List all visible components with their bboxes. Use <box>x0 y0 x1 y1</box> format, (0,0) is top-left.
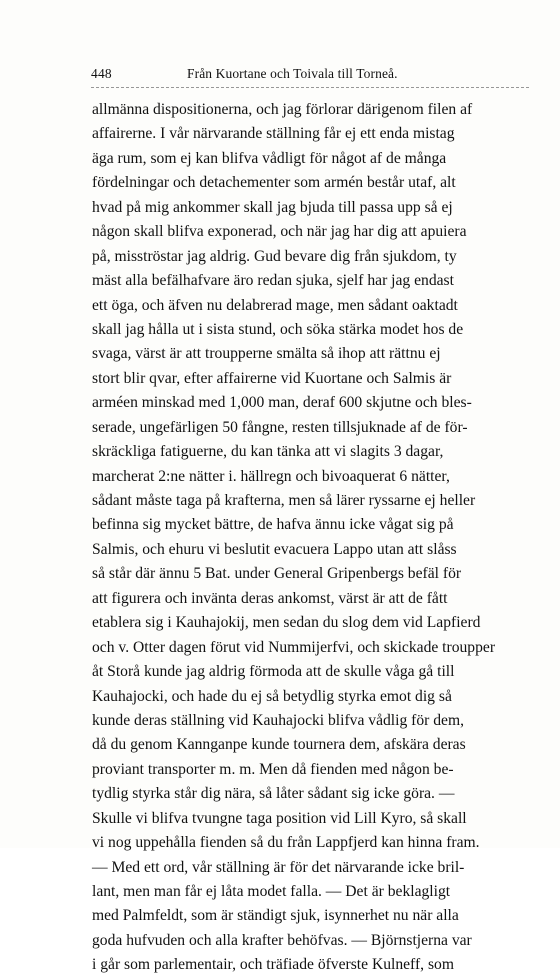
text-line: serade, ungefärligen 50 fångne, resten tillsjuknade af de för- <box>92 418 468 436</box>
text-line: någon skall blifva exponerad, och när jag har dig att apuiera <box>92 223 467 241</box>
text-line: på, misströstar jag aldrig. Gud bevare dig från sjukdom, ty <box>92 247 457 265</box>
text-line: att figurera och invänta deras ankomst, värst är att de fått <box>92 589 448 607</box>
text-line: goda hufvuden och alla krafter behöfvas. — Björnstjerna var <box>92 931 472 949</box>
page-number: 448 <box>91 66 112 81</box>
text-line: sådant måste taga på krafterna, men så lärer ryssarne ej heller <box>92 492 476 509</box>
text-line: tydlig styrka står dig nära, så låter sådant sig icke göra. — <box>92 785 455 803</box>
text-line: i går som parlementair, och träfiade öfverste Kulneff, som <box>92 956 454 974</box>
text-line: och v. Otter dagen förut vid Nummijerfvi, och skickade troupper <box>92 638 496 656</box>
text-line: hvad på mig ankommer skall jag bjuda till passa upp så ej <box>92 198 453 216</box>
text-line: arméen minskad med 1,000 man, deraf 600 skjutne och bles- <box>92 394 472 412</box>
text-line: stort blir qvar, efter affairerne vid Kuortane och Salmis är <box>92 369 452 387</box>
text-line: affairerne. I vår närvarande ställning får ej ett enda mistag <box>92 125 455 143</box>
text-line: vi nog uppehålla fienden så du från Lappfjerd kan hinna fram. <box>92 834 480 852</box>
text-line: — Med ett ord, vår ställning är för det närvarande icke bril- <box>92 858 465 876</box>
page-header <box>91 66 529 86</box>
text-line: befinna sig mycket bättre, de hafva ännu icke vågat sig på <box>92 516 454 534</box>
text-line: ett öga, och äfven nu delabrerad mage, men sådant oaktadt <box>92 296 458 314</box>
text-line: lant, men man får ej låta modet falla. — Det är beklagligt <box>92 883 451 900</box>
text-line: då du genom Kannganpe kunde tournera dem, afskära deras <box>92 736 466 754</box>
text-line: så står där ännu 5 Bat. under General Gripenbergs befäl för <box>92 565 462 583</box>
text-line: Skulle vi blifva tvungne taga position vid Lill Kyro, så skall <box>92 809 467 827</box>
text-line: skräckliga fatiguerne, du kan tänka att vi slagits 3 dagar, <box>92 443 444 461</box>
text-line: äga rum, som ej kan blifva vådligt för något af de många <box>92 149 447 167</box>
body-text <box>92 98 528 978</box>
text-line: svaga, värst är att troupperne smälta så ihop att rättnu ej <box>92 345 441 363</box>
text-line: skall jag hålla ut i sista stund, och söka stärka modet hos de <box>92 320 464 338</box>
text-line: allmänna dispositionerna, och jag förlorar därigenom filen af <box>92 101 473 118</box>
text-line: Kauhajocki, och hade du ej så betydlig styrka emot dig så <box>92 687 452 705</box>
text-line: proviant transporter m. m. Men då fienden med någon be- <box>92 760 454 778</box>
text-line: åt Storå kunde jag aldrig förmoda att de skulle våga gå till <box>92 663 455 681</box>
text-line: etablera sig i Kauhajokij, men sedan du slog dem vid Lapfierd <box>92 614 481 632</box>
running-head: Från Kuortane och Toivala till Torneå. <box>187 66 398 81</box>
text-line: Salmis, och ehuru vi beslutit evacuera Lappo utan att slåss <box>92 540 457 558</box>
text-line: marcherat 2:ne nätter i. hällregn och bivoaquerat 6 nätter, <box>92 467 450 485</box>
header-rule <box>91 87 529 88</box>
text-line: kunde deras ställning vid Kauhajocki blifva vådlig för dem, <box>92 711 464 729</box>
text-line: med Palmfeldt, som är ständigt sjuk, isynnerhet nu när alla <box>92 907 459 925</box>
text-line: fördelningar och detachementer som armén består utaf, alt <box>92 174 456 192</box>
text-line: mäst alla befälhafvare äro redan sjuka, sjelf har jag endast <box>92 272 454 290</box>
